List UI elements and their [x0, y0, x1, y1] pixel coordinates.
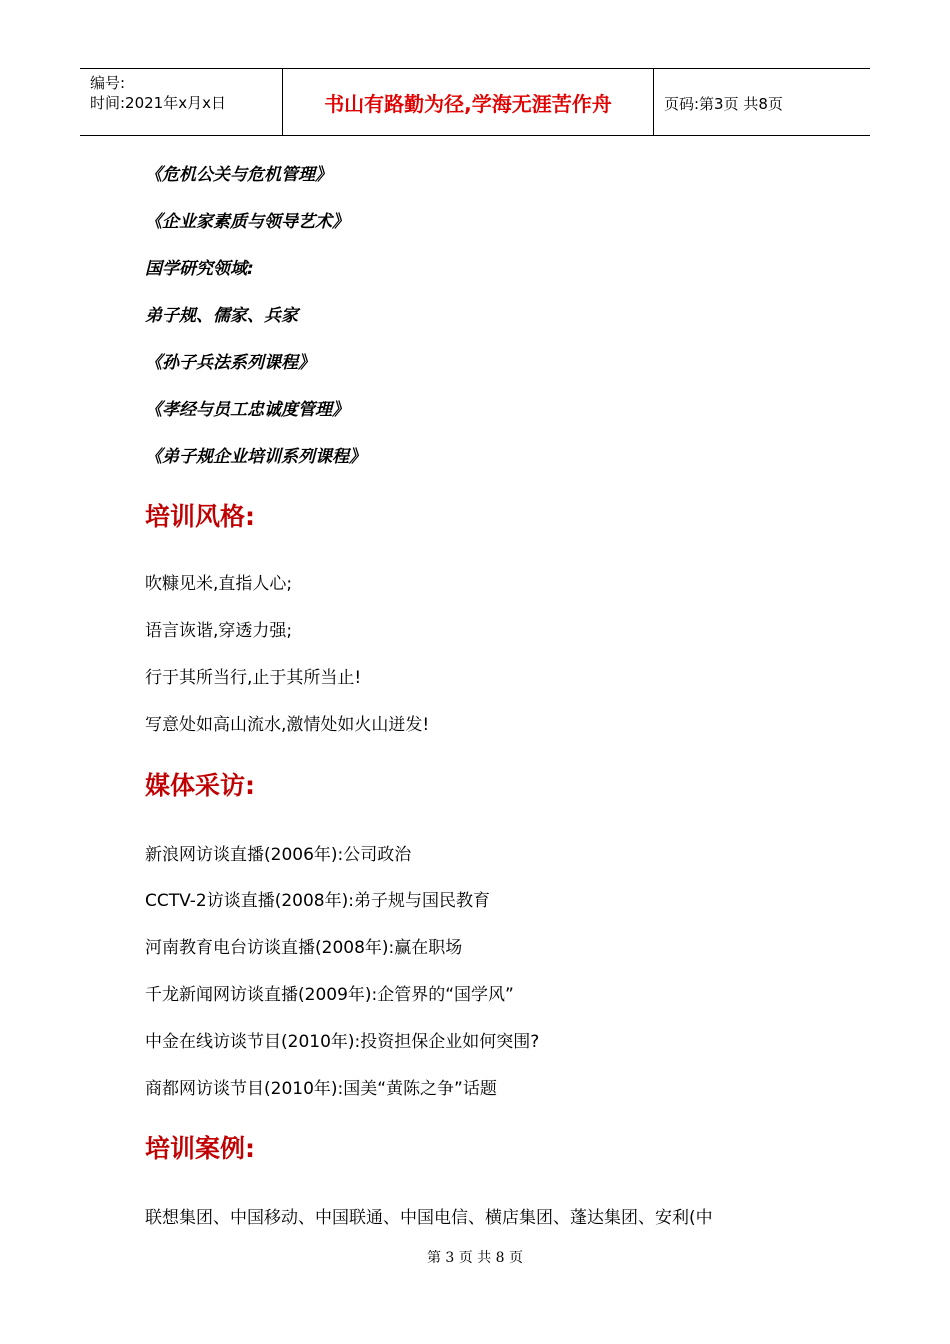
page-header [80, 68, 870, 136]
style-line: 吹糠见米,直指人心; [145, 574, 293, 594]
document-number-label: 编号: [90, 74, 126, 92]
course-item: 《弟子规企业培训系列课程》 [145, 447, 366, 467]
media-line: 商都网访谈节目(2010年):国美“黄陈之争”话题 [145, 1079, 497, 1099]
media-line: 千龙新闻网访谈直播(2009年):企管界的“国学风” [145, 985, 514, 1005]
page-footer: 第 3 页 共 8 页 [426, 1250, 524, 1266]
course-item: 《孝经与员工忠诚度管理》 [145, 400, 349, 420]
document-time-label: 时间:2021年x月x日 [90, 94, 226, 112]
media-line: 中金在线访谈节目(2010年):投资担保企业如何突围? [145, 1032, 540, 1052]
field-label: 国学研究领域: [145, 259, 254, 279]
section-heading-media: 媒体采访: [145, 771, 255, 800]
media-line: CCTV-2访谈直播(2008年):弟子规与国民教育 [145, 891, 490, 911]
field-list: 弟子规、儒家、兵家 [145, 306, 298, 326]
style-line: 行于其所当行,止于其所当止! [145, 668, 362, 688]
media-line: 新浪网访谈直播(2006年):公司政治 [145, 845, 412, 865]
course-item: 《孙子兵法系列课程》 [145, 353, 315, 373]
course-item: 《企业家素质与领导艺术》 [145, 212, 349, 232]
section-heading-style: 培训风格: [145, 502, 255, 531]
section-heading-cases: 培训案例: [145, 1134, 255, 1163]
style-line: 语言诙谐,穿透力强; [145, 621, 293, 641]
cases-line: 联想集团、中国移动、中国联通、中国电信、横店集团、蓬达集团、安利(中 [145, 1208, 713, 1228]
header-meta [90, 73, 226, 113]
header-page-label: 页码:第3页 共8页 [664, 95, 783, 113]
media-line: 河南教育电台访谈直播(2008年):赢在职场 [145, 938, 463, 958]
course-item: 《危机公关与危机管理》 [145, 165, 332, 185]
style-line: 写意处如高山流水,激情处如火山迸发! [145, 715, 430, 735]
header-motto: 书山有路勤为径,学海无涯苦作舟 [282, 68, 654, 136]
